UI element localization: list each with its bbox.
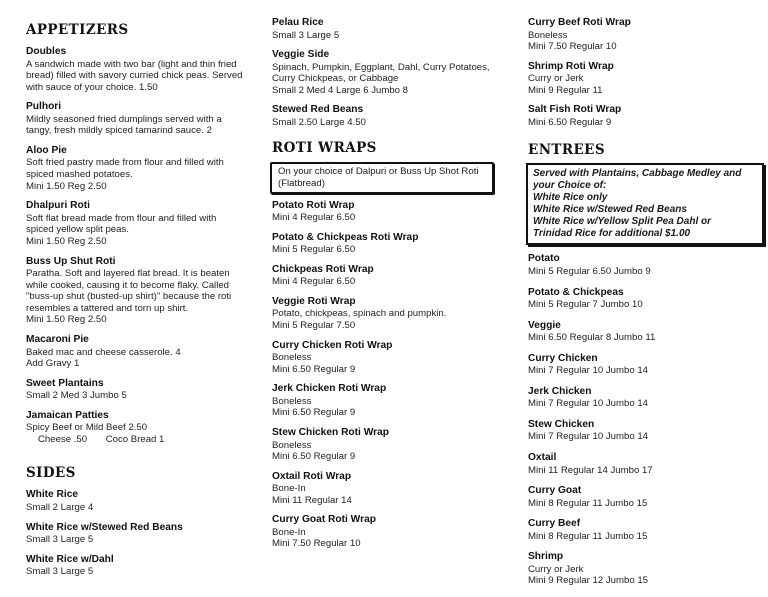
menu-item-detail: Boneless [272, 439, 312, 451]
menu-item-detail: Mini 6.50 Regular 8 Jumbo 11 [528, 332, 656, 344]
menu-item [528, 452, 764, 476]
menu-item-name: Stew Chicken Roti Wrap [272, 427, 389, 438]
menu-item-detail: Baked mac and cheese casserole. 4 [26, 346, 181, 358]
menu-item [528, 386, 764, 410]
menu-item [272, 264, 494, 288]
menu-item [272, 471, 494, 507]
menu-item-detail: Mini 6.50 Regular 9 [272, 407, 356, 419]
menu-item-detail: Boneless [528, 29, 568, 41]
menu-item-detail: spiced mashed potatoes. [26, 169, 133, 181]
entrees-heading: ENTREES [528, 142, 606, 159]
entrees-note [526, 163, 764, 245]
menu-item-name: Veggie Side [272, 49, 330, 61]
sides-list [26, 489, 248, 577]
menu-item [26, 101, 248, 137]
menu-item [26, 410, 248, 446]
menu-item-detail: Spicy Beef or Mild Beef 2.50 [26, 422, 148, 434]
menu-item-detail: Mini 5 Regular 7.50 [272, 320, 356, 332]
note-line: White Rice only [533, 192, 608, 204]
menu-item-detail: Mini 9 Regular 11 [528, 84, 603, 96]
menu-item-name: Pelau Rice [272, 17, 324, 28]
menu-item-detail: Mini 6.50 Regular 9 [272, 451, 356, 463]
menu-item-name: Curry Beef [528, 518, 581, 530]
menu-item-detail: Small 2 Large 4 [26, 501, 94, 513]
menu-item-detail: Mini 9 Regular 12 Jumbo 15 [528, 575, 648, 587]
menu-item [528, 253, 764, 277]
menu-item [26, 378, 248, 402]
note-line: Served with Plantains, Cabbage Medley and [533, 168, 742, 180]
menu-item-name: Dhalpuri Roti [26, 200, 90, 212]
menu-item-detail: Curry or Jerk [528, 73, 584, 85]
menu-item [272, 340, 494, 376]
menu-item-detail: Bone-In [272, 483, 306, 495]
menu-item-detail: while cooked, causing it to become flaky. Called [26, 279, 229, 291]
roti-wraps-heading: ROTI WRAPS [272, 140, 377, 157]
menu-item-detail: Mini 8 Regular 11 Jumbo 15 [528, 497, 648, 509]
menu-item-detail: Spinach, Pumpkin, Eggplant, Dahl, Curry Potatoes, [272, 61, 490, 73]
entrees-list [528, 253, 764, 587]
menu-item-name: Oxtail [528, 452, 557, 464]
menu-item [26, 522, 248, 546]
menu-item [528, 485, 764, 509]
note-line: your Choice of: [533, 180, 607, 192]
menu-item-detail: Soft flat bread made from flour and filled with [26, 212, 217, 224]
menu-item-name: Sweet Plantains [26, 377, 104, 389]
menu-item [528, 61, 764, 97]
menu-item [272, 427, 494, 463]
menu-column-left [26, 22, 248, 586]
sides-heading: SIDES [26, 465, 76, 482]
menu-item-detail: Mini 5 Regular 6.50 Jumbo 9 [528, 265, 651, 277]
menu-item-detail: Mini 6.50 Regular 9 [528, 116, 612, 128]
menu-item-detail: Boneless [272, 395, 312, 407]
menu-item-detail: Curry or Jerk [528, 563, 584, 575]
appetizers-heading: APPETIZERS [26, 22, 129, 38]
menu-item-name: Curry Beef Roti Wrap [528, 17, 631, 28]
menu-item [26, 334, 248, 370]
menu-item [272, 296, 494, 332]
menu-item-detail: "buss-up shut (busted-up shirt)" because the roti [26, 291, 232, 303]
menu-item-detail: Potato, chickpeas, spinach and pumpkin. [272, 308, 447, 320]
menu-item [272, 49, 494, 96]
note-line: (Flatbread) [278, 178, 325, 190]
menu-item [26, 554, 248, 578]
menu-item-name: Veggie [528, 319, 561, 331]
menu-item-detail: Small 2 Med 4 Large 6 Jumbo 8 [272, 84, 408, 96]
roti-wraps-list [272, 200, 494, 550]
sides-continued-list [272, 17, 494, 128]
roti-wraps-note [270, 162, 494, 193]
menu-item-detail: Small 3 Large 5 [272, 29, 340, 41]
menu-column-middle [272, 17, 494, 558]
menu-item-name: Curry Goat Roti Wrap [272, 514, 376, 526]
menu-item-name: Doubles [26, 46, 67, 57]
appetizers-list [26, 46, 248, 445]
menu-item-detail: Soft fried pastry made from flour and filled with [26, 157, 224, 169]
menu-column-right [528, 17, 764, 596]
menu-item-detail: Mini 7.50 Regular 10 [528, 41, 617, 53]
menu-item [528, 320, 764, 344]
note-line: On your choice of Dalpuri or Buss Up Shot Roti [278, 166, 479, 178]
menu-item-name: White Rice w/Dahl [26, 553, 114, 565]
menu-item [26, 46, 248, 93]
menu-item-name: Oxtail Roti Wrap [272, 470, 352, 482]
menu-item-detail: Boneless [272, 352, 312, 364]
menu-item-name: Pulhori [26, 101, 62, 113]
menu-item-name: Jamaican Patties [26, 409, 109, 421]
menu-item [272, 104, 494, 128]
menu-item-name: Stewed Red Beans [272, 104, 364, 116]
menu-item-name: Buss Up Shut Roti [26, 255, 116, 267]
menu-item-name: Salt Fish Roti Wrap [528, 104, 622, 116]
menu-item-name: Chickpeas Roti Wrap [272, 263, 374, 275]
menu-item-detail: Small 3 Large 5 [26, 534, 94, 546]
menu-item-name: White Rice w/Stewed Red Beans [26, 521, 183, 533]
menu-item [528, 17, 764, 53]
menu-item-detail: Small 3 Large 5 [26, 566, 94, 578]
menu-item [528, 104, 764, 128]
menu-item-detail: Mini 1.50 Reg 2.50 [26, 314, 107, 326]
menu-item-detail: spiced yellow split peas. [26, 224, 129, 236]
menu-item-detail: Mini 4 Regular 6.50 [272, 212, 356, 224]
menu-item [272, 17, 494, 41]
note-line: White Rice w/Stewed Red Beans [533, 204, 687, 216]
menu-item-name: Potato [528, 253, 560, 265]
menu-item-detail: Mini 11 Regular 14 [272, 494, 352, 506]
menu-item-detail: with sauce of your choice. 1.50 [26, 81, 158, 93]
menu-item-detail: Mini 6.50 Regular 9 [272, 363, 356, 375]
roti-wraps-continued-list [528, 17, 764, 128]
menu-item-detail: bread) filled with savory curried chick peas. Served [26, 70, 243, 82]
menu-item-detail: Bone-In [272, 526, 306, 538]
menu-item-detail: Mini 1.50 Reg 2.50 [26, 235, 107, 247]
menu-item-name: Jerk Chicken [528, 385, 592, 397]
menu-item-name: Potato Roti Wrap [272, 199, 355, 211]
menu-item-detail: Mini 7 Regular 10 Jumbo 14 [528, 398, 648, 410]
menu-item [272, 200, 494, 224]
menu-item-detail: Mini 7.50 Regular 10 [272, 538, 361, 550]
menu-item-name: Potato & Chickpeas Roti Wrap [272, 231, 419, 243]
menu-item-detail: A sandwich made with two bar (light and thin fried [26, 58, 237, 70]
menu-item-detail: Mini 8 Regular 11 Jumbo 15 [528, 530, 648, 542]
menu-item-detail: Curry Chickpeas, or Cabbage [272, 73, 399, 85]
menu-item-detail: Paratha. Soft and layered flat bread. It is beaten [26, 268, 230, 280]
menu-item-name: Shrimp Roti Wrap [528, 60, 614, 72]
menu-item [528, 287, 764, 311]
menu-item-detail: Mini 5 Regular 6.50 [272, 244, 356, 256]
menu-item-detail: Mini 7 Regular 10 Jumbo 14 [528, 431, 648, 443]
menu-item-name: Stew Chicken [528, 418, 595, 430]
menu-item-detail: Small 2 Med 3 Jumbo 5 [26, 390, 127, 402]
menu-item-detail: Mini 5 Regular 7 Jumbo 10 [528, 299, 643, 311]
menu-item-detail: Small 2.50 Large 4.50 [272, 116, 366, 128]
note-line: White Rice w/Yellow Split Pea Dahl or [533, 216, 711, 228]
menu-item-detail: tangy, fresh mildly spiced tamarind sauce. 2 [26, 125, 212, 137]
note-line: Trinidad Rice for additional $1.00 [533, 228, 691, 240]
menu-item [528, 419, 764, 443]
menu-item-name: Macaroni Pie [26, 334, 89, 345]
menu-item-detail: Mini 11 Regular 14 Jumbo 17 [528, 464, 653, 476]
menu-item-name: Curry Chicken [528, 352, 598, 364]
menu-item-name: White Rice [26, 489, 79, 501]
menu-item-detail: Mini 1.50 Reg 2.50 [26, 180, 107, 192]
menu-item-detail: Cheese .50 Coco Bread 1 [38, 433, 165, 445]
menu-item-detail: Mini 7 Regular 10 Jumbo 14 [528, 365, 648, 377]
menu-item-name: Aloo Pie [26, 144, 67, 156]
menu-item-name: Potato & Chickpeas [528, 286, 624, 298]
menu-item-detail: Mini 4 Regular 6.50 [272, 276, 356, 288]
menu-item [26, 145, 248, 192]
menu-item [272, 383, 494, 419]
menu-item-name: Curry Chicken Roti Wrap [272, 339, 393, 351]
menu-item [272, 232, 494, 256]
menu-item-name: Shrimp [528, 551, 564, 563]
menu-item [26, 200, 248, 247]
menu-item [26, 256, 248, 326]
menu-item [26, 489, 248, 513]
menu-item [272, 514, 494, 550]
menu-item [528, 353, 764, 377]
menu-item-detail: Mildly seasoned fried dumplings served with a [26, 113, 222, 125]
menu-item-name: Jerk Chicken Roti Wrap [272, 383, 387, 395]
menu-item-name: Veggie Roti Wrap [272, 295, 356, 307]
menu-item-detail: Add Gravy 1 [26, 358, 80, 370]
menu-item [528, 551, 764, 587]
menu-item-detail: resembles a tattered and torn up shirt. [26, 302, 189, 314]
menu-item-name: Curry Goat [528, 485, 582, 497]
menu-item [528, 518, 764, 542]
